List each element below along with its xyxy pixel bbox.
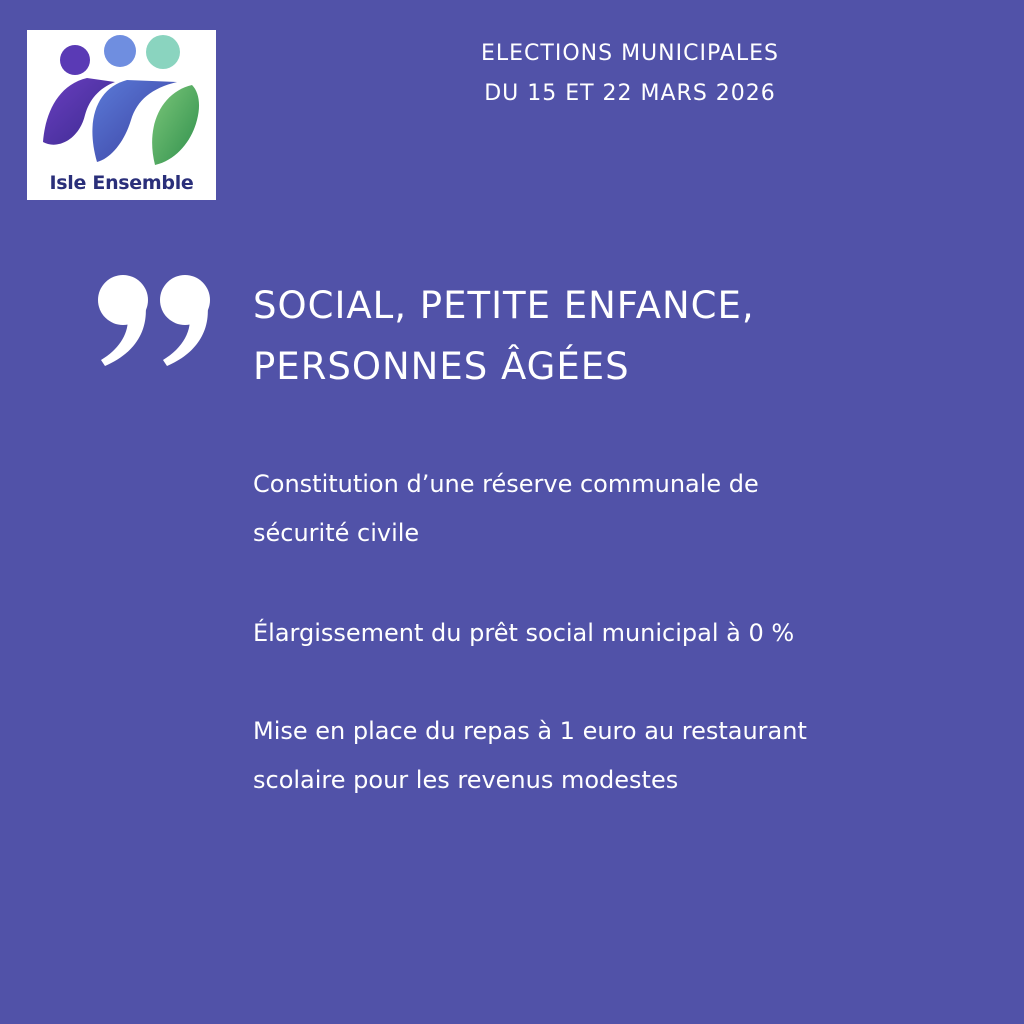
measure-item xyxy=(253,707,993,805)
section-title xyxy=(253,275,973,397)
closing-quote-icon xyxy=(95,270,220,370)
event-title: ELECTIONS MUNICIPALES xyxy=(481,41,779,66)
section-title-line2: PERSONNES ÂGÉES xyxy=(253,345,630,388)
event-header xyxy=(400,34,860,114)
measure-item xyxy=(253,460,993,558)
measure-text-line2: sécurité civile xyxy=(253,519,420,547)
measure-text-line1: Constitution d’une réserve communale de xyxy=(253,470,759,498)
measure-text-line1: Mise en place du repas à 1 euro au restaurant xyxy=(253,717,807,745)
measure-item xyxy=(253,609,993,658)
measures-list xyxy=(253,460,993,856)
measure-text-line2: scolaire pour les revenus modestes xyxy=(253,766,679,794)
event-dates: DU 15 ET 22 MARS 2026 xyxy=(484,81,776,106)
section-title-line1: SOCIAL, PETITE ENFANCE, xyxy=(253,284,755,327)
logo xyxy=(27,30,216,200)
logo-text: Isle Ensemble xyxy=(49,172,194,194)
measure-text-line1: Élargissement du prêt social municipal à 0 % xyxy=(253,619,795,647)
logo-people-icon xyxy=(27,30,216,172)
